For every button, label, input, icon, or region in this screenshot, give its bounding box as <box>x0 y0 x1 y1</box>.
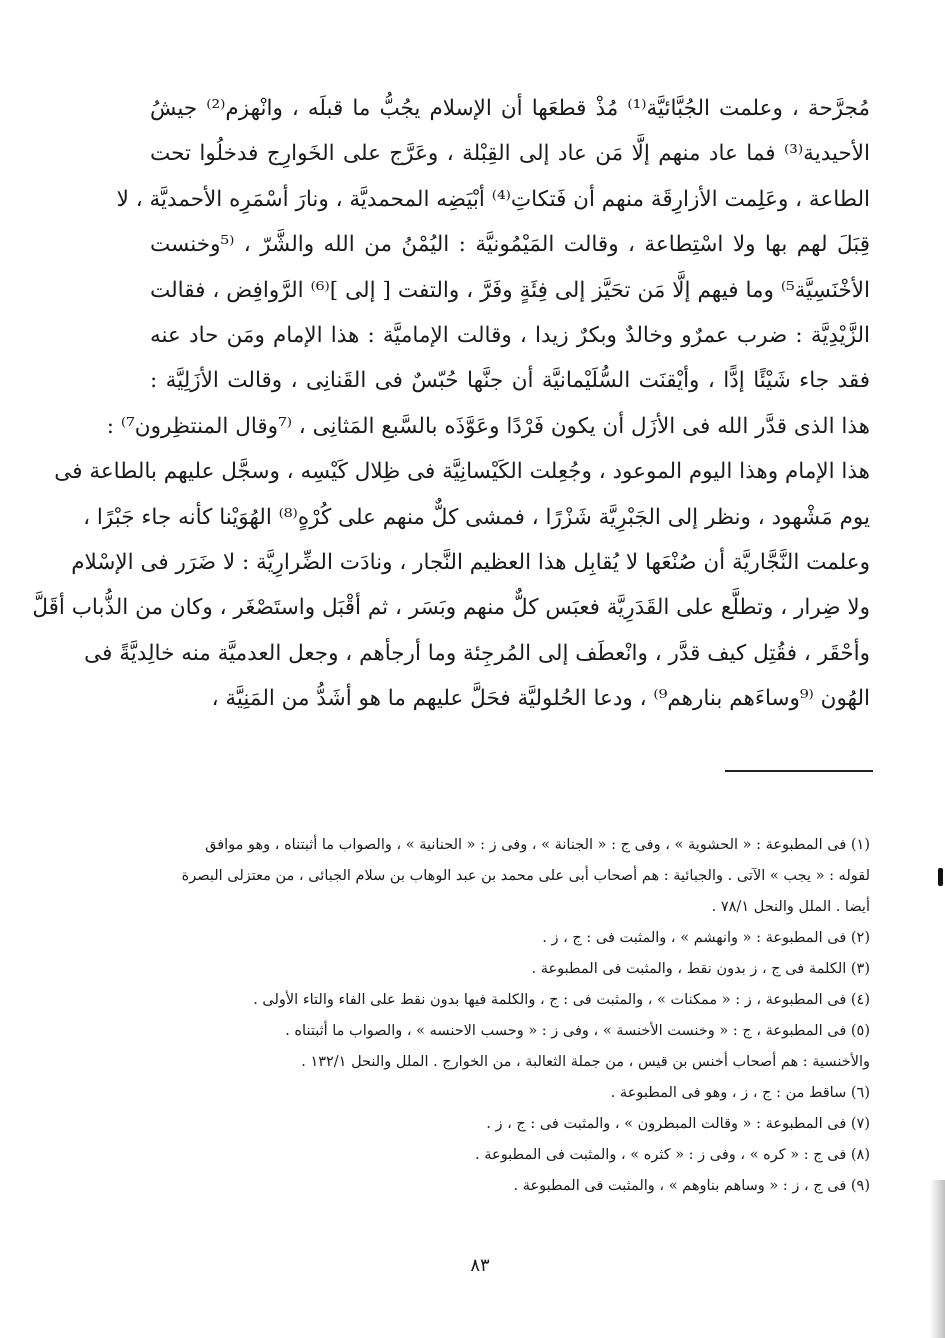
footnote-line: والأخنسية : هم أصحاب أخنس بن قيس ، من جملة الثعالبة ، من الخوارج . الملل والنحل ١٣٢/١ . <box>301 1054 870 1070</box>
page-number: ٨٣ <box>470 1255 490 1276</box>
main-text-line: وعلمت النَّجَّاريَّة أن صُنْعَها لا يُقابِل هذا العظيم النَّجار ، ونادَت الضِّرارِيَّة : لا ضَرَر فى الإسْلام <box>71 550 870 576</box>
footnote-line: (٧) فى المطبوعة : « وقالت المبطرون » ، والمثبت فى : ج ، ز . <box>486 1116 870 1132</box>
main-text-block <box>32 86 870 722</box>
scan-mark <box>938 868 943 886</box>
main-text-line: مُجرَّحة ، وعلمت الجُبَّائيَّة⁽¹⁾ مُذْ قطعَها أن الإسلام يجُبُّ ما قبلَه ، وانْهزم⁽²⁾ جيشُ <box>150 96 870 121</box>
main-text-line: يوم مَشْهود ، ونظر إلى الجَبْرِيَّة شَزْرًا ، فمشى كلٌّ منهم على كُرْهٍ⁽⁸⁾ الهُوَيْنا كأنه جاء جَبْرًا ، <box>83 504 870 530</box>
main-text-line: الطاعة ، وعَلِمت الأزارِقَة منهم أن فَتكاتِ⁽⁴⁾ أبْيَضِه المحمديَّة ، ونارَ أسْمَرِه الأحمديَّة ، لا <box>116 186 870 212</box>
footnote-line: (١) فى المطبوعة : « الحشوية » ، وفى ج : « الجنانة » ، وفى ز : « الحنانية » ، والصواب ما أثبتناه ، وهو موافق <box>205 837 870 853</box>
footnote-line: (٣) الكلمة فى ج ، ز بدون نقط ، والمثبت فى المطبوعة . <box>531 961 870 977</box>
footnote-line: (٢) فى المطبوعة : « وانهشم » ، والمثبت فى : ج ، ز . <box>542 930 870 946</box>
main-text-line: ولا ضِرار ، وتطلَّع على القَدَرِيَّة فعبَس كلٌّ منهم وبَسَر ، ثم أقْبَل واستَصْغَر ، وكان من الذُّباب أقَلَّ <box>32 595 870 621</box>
main-text-line: الأحيدية⁽³⁾ فما عاد منهم إلَّا مَن عاد إلى القِبْلة ، وعَرَّج على الخَوارِج فدخلُوا تحت <box>150 141 870 167</box>
footnote-line: (٨) فى ج : « كره » ، وفى ز : « كثره » ، والمثبت فى المطبوعة . <box>475 1147 870 1163</box>
main-text-line: الهُون ⁽⁹وساءَهم بنارهم⁹⁾ ، ودعا الحُلوليَّة فحَلَّ عليهم ما هو أشَدُّ من المَنِيَّة ، <box>211 686 870 712</box>
main-text-line: الأخْنَسِيَّة⁵⁾ وما فيهم إلَّا مَن تحَيَّز إلى فِئَةٍ وفَرَّ ، والتفت [ إلى ]⁽⁶⁾ الرَّوافِض ، فقالت <box>150 277 870 303</box>
main-text-line: قِبَلَ لهم بها ولا اسْتِطاعة ، وقالت المَيْمُونيَّة : اليُمْنُ من الله والشَّرّ ، ⁽⁵وخنست <box>150 232 870 258</box>
main-text-line: فقد جاء شَيْئًا إدًّا ، وأيْقنَت السُّلَيْمانيَّة أن جنَّها حُبّسٌ فى القَنانِى ، وقالت الأزَلِيَّة : <box>150 368 870 394</box>
footnote-line: أيضا . الملل والنحل ٧٨/١ . <box>711 899 870 915</box>
footnote-line: (٤) فى المطبوعة ، ز : « ممكنات » ، والمثبت فى : ج ، والكلمة فيها بدون نقط على الفاء والتاء الأولى . <box>253 992 870 1008</box>
scan-edge-shadow <box>930 1180 945 1338</box>
footnote-line: (٦) ساقط من : ج ، ز ، وهو فى المطبوعة . <box>610 1085 870 1101</box>
footnote-line: (٥) فى المطبوعة ، ج : « وخنست الأخنسة » ، وفى ز : « وحسب الاحنسه » ، والصواب ما أثبتناه . <box>285 1023 870 1039</box>
main-text-line: الزَّيْدِيَّة : ضرب عمرٌو وخالدٌ وبكرٌ زيدا ، وقالت الإماميَّة : هذا الإمام ومَن حاد عنه <box>150 323 870 349</box>
main-text-line: هذا الإمام وهذا اليوم الموعود ، وجُعِلت الكَيْسانِيَّة فى ظِلال كَيْسِه ، وسجَّل عليهم بالطاعة فى <box>54 459 870 485</box>
main-text-line: وأحْقَر ، فقُتِل كيف قدَّر ، وانْعطَف إلى المُرجِئة وما أرجأهم ، وجعل العدميَّة منه خالِديَّةً فى <box>84 640 870 666</box>
footnote-line: لقوله : « يجب » الآتى . والجبائية : هم أصحاب أبى على محمد بن عبد الوهاب بن سلام الجبائى ، من معتزلى البصرة <box>181 868 870 884</box>
footnotes-block <box>150 830 870 1202</box>
footnote-divider <box>725 770 873 772</box>
main-text-line: هذا الذى قدَّر الله فى الأزَل أن يكون فَرْدًا وعَوَّذَه بالسَّبع المَثانِى ، ⁽⁷وقال المنتظِرون⁷⁾ : <box>106 413 870 439</box>
footnote-line: (٩) فى ج ، ز : « وساهم بناوهم » ، والمثبت فى المطبوعة . <box>513 1178 870 1194</box>
